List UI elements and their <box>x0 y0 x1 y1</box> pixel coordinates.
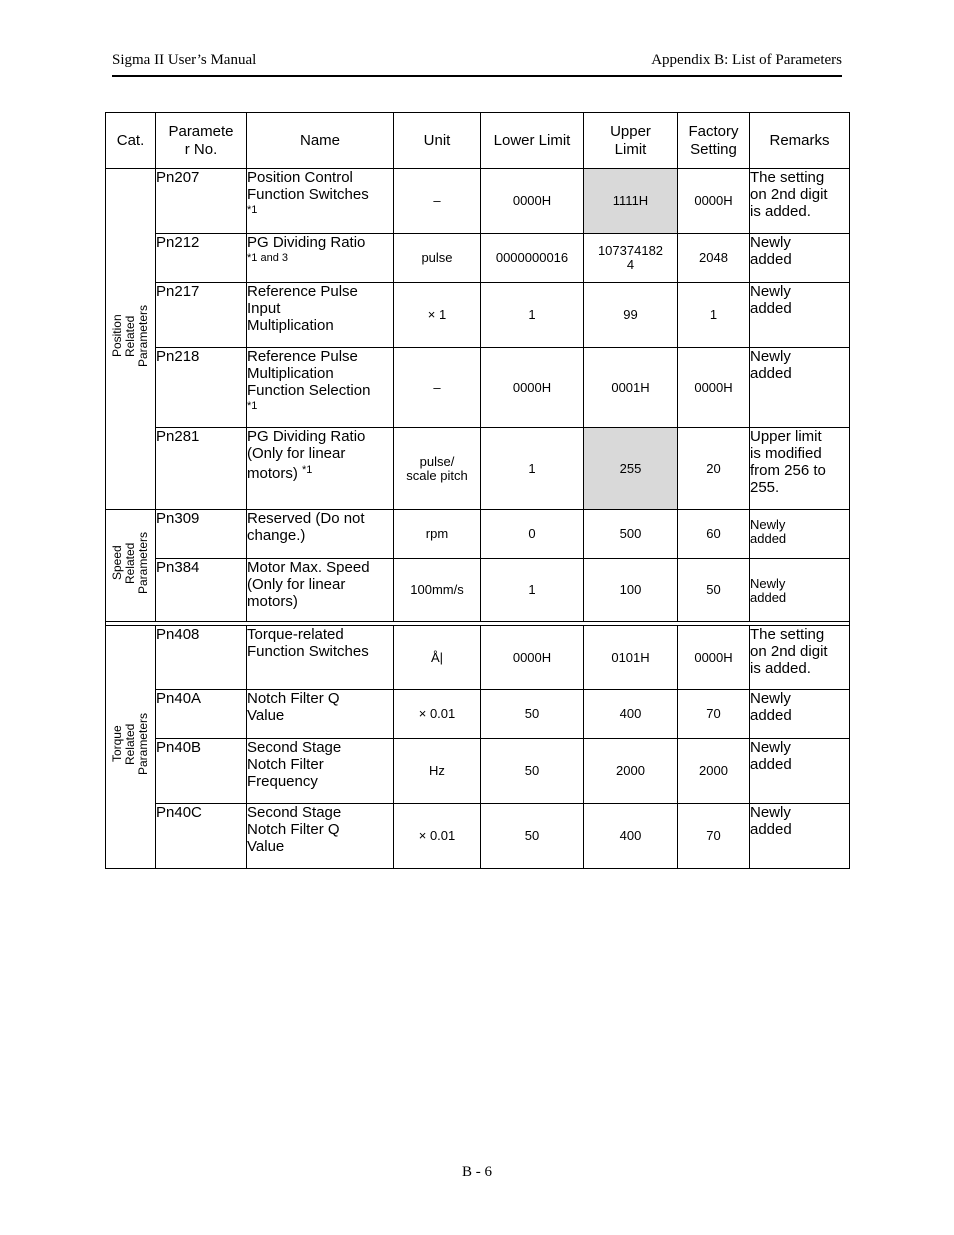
param-note: *1 <box>247 400 258 412</box>
param-name: Notch Filter Q Value <box>247 690 340 724</box>
param-unit: – <box>394 348 481 428</box>
param-name-cell <box>247 510 394 559</box>
param-lower-limit: 50 <box>481 690 584 739</box>
param-name-cell <box>247 283 394 348</box>
param-name-cell <box>247 804 394 869</box>
param-remarks: Newly added <box>750 559 850 622</box>
col-header-lower-limit: Lower Limit <box>481 113 584 169</box>
param-no: Pn281 <box>156 428 247 510</box>
param-lower-limit: 0000000016 <box>481 234 584 283</box>
param-lower-limit: 50 <box>481 739 584 804</box>
table-row <box>106 804 850 869</box>
param-upper-limit: 1111H <box>584 169 678 234</box>
col-header-unit: Unit <box>394 113 481 169</box>
param-name: Second Stage Notch Filter Q Value <box>247 804 342 855</box>
param-lower-limit: 0 <box>481 510 584 559</box>
col-header-cat: Cat. <box>106 113 156 169</box>
param-name-cell <box>247 690 394 739</box>
table-row <box>106 283 850 348</box>
param-name-cell <box>247 234 394 283</box>
param-no: Pn212 <box>156 234 247 283</box>
param-unit: × 1 <box>394 283 481 348</box>
table-row <box>106 428 850 510</box>
param-unit: – <box>394 169 481 234</box>
parameters-table <box>105 112 850 869</box>
col-header-param-no: Paramete r No. <box>156 113 247 169</box>
param-note: *1 <box>302 464 313 476</box>
param-lower-limit: 1 <box>481 559 584 622</box>
param-lower-limit: 1 <box>481 283 584 348</box>
param-factory-setting: 2048 <box>678 234 750 283</box>
param-factory-setting: 70 <box>678 690 750 739</box>
param-remarks: Newly added <box>750 234 850 283</box>
param-no: Pn408 <box>156 626 247 690</box>
table-row <box>106 626 850 690</box>
param-upper-limit: 0101H <box>584 626 678 690</box>
param-factory-setting: 70 <box>678 804 750 869</box>
param-no: Pn217 <box>156 283 247 348</box>
table-row <box>106 348 850 428</box>
param-lower-limit: 0000H <box>481 348 584 428</box>
param-unit: × 0.01 <box>394 690 481 739</box>
param-name-cell <box>247 428 394 510</box>
col-header-factory-setting: Factory Setting <box>678 113 750 169</box>
table-row <box>106 690 850 739</box>
category-speed <box>106 510 156 622</box>
param-factory-setting: 2000 <box>678 739 750 804</box>
param-note: *1 and 3 <box>247 252 288 264</box>
param-factory-setting: 0000H <box>678 348 750 428</box>
category-position <box>106 169 156 510</box>
param-unit: 100mm/s <box>394 559 481 622</box>
manual-title: Sigma II User’s Manual <box>112 52 257 68</box>
param-factory-setting: 50 <box>678 559 750 622</box>
param-unit: pulse <box>394 234 481 283</box>
param-lower-limit: 50 <box>481 804 584 869</box>
param-name-cell <box>247 559 394 622</box>
param-unit: pulse/ scale pitch <box>394 428 481 510</box>
param-name-cell <box>247 169 394 234</box>
param-name-cell <box>247 626 394 690</box>
param-remarks: The setting on 2nd digit is added. <box>750 169 850 234</box>
param-factory-setting: 20 <box>678 428 750 510</box>
param-remarks: Newly added <box>750 739 850 804</box>
param-no: Pn40C <box>156 804 247 869</box>
param-factory-setting: 60 <box>678 510 750 559</box>
param-name: Reference Pulse Input Multiplication <box>247 283 358 334</box>
param-unit: Hz <box>394 739 481 804</box>
param-lower-limit: 0000H <box>481 169 584 234</box>
param-remarks: The setting on 2nd digit is added. <box>750 626 850 690</box>
param-remarks: Newly added <box>750 690 850 739</box>
param-name: Motor Max. Speed (Only for linear motors) <box>247 559 370 610</box>
category-label: Torque Related Parameters <box>110 713 150 776</box>
param-no: Pn40B <box>156 739 247 804</box>
col-header-name: Name <box>247 113 394 169</box>
category-torque <box>106 626 156 869</box>
param-upper-limit: 107374182 4 <box>584 234 678 283</box>
param-no: Pn384 <box>156 559 247 622</box>
param-upper-limit: 500 <box>584 510 678 559</box>
param-remarks: Upper limit is modified from 256 to 255. <box>750 428 850 510</box>
page-header <box>112 51 842 77</box>
param-note: *1 <box>247 204 258 216</box>
param-factory-setting: 0000H <box>678 626 750 690</box>
param-name-cell <box>247 739 394 804</box>
param-name-cell <box>247 348 394 428</box>
param-upper-limit: 400 <box>584 690 678 739</box>
param-remarks: Newly added <box>750 348 850 428</box>
param-unit: × 0.01 <box>394 804 481 869</box>
param-upper-limit: 255 <box>584 428 678 510</box>
param-remarks: Newly added <box>750 510 850 559</box>
param-lower-limit: 1 <box>481 428 584 510</box>
param-no: Pn309 <box>156 510 247 559</box>
param-upper-limit: 100 <box>584 559 678 622</box>
param-no: Pn218 <box>156 348 247 428</box>
param-remarks: Newly added <box>750 283 850 348</box>
param-name: Reference Pulse Multiplication Function Selection <box>247 348 371 399</box>
category-label: Speed Related Parameters <box>110 531 150 595</box>
table-row <box>106 510 850 559</box>
table-row <box>106 234 850 283</box>
param-name: Position Control Function Switches <box>247 169 369 203</box>
param-upper-limit: 0001H <box>584 348 678 428</box>
param-unit: Å| <box>394 626 481 690</box>
param-lower-limit: 0000H <box>481 626 584 690</box>
param-no: Pn207 <box>156 169 247 234</box>
param-upper-limit: 2000 <box>584 739 678 804</box>
table-row <box>106 739 850 804</box>
param-name: Reserved (Do not change.) <box>247 510 365 544</box>
param-factory-setting: 0000H <box>678 169 750 234</box>
param-upper-limit: 99 <box>584 283 678 348</box>
param-no: Pn40A <box>156 690 247 739</box>
param-name: Torque-related Function Switches <box>247 626 369 660</box>
param-unit: rpm <box>394 510 481 559</box>
param-remarks: Newly added <box>750 804 850 869</box>
table-row <box>106 169 850 234</box>
category-label: Position Related Parameters <box>110 305 150 368</box>
param-factory-setting: 1 <box>678 283 750 348</box>
section-title: Appendix B: List of Parameters <box>651 52 842 68</box>
table-row <box>106 559 850 622</box>
param-name: PG Dividing Ratio (Only for linear motors) <box>247 428 366 482</box>
page-number: B - 6 <box>462 1164 492 1180</box>
table-header-row <box>106 113 850 169</box>
col-header-remarks: Remarks <box>750 113 850 169</box>
param-name: Second Stage Notch Filter Frequency <box>247 739 342 790</box>
col-header-upper-limit: Upper Limit <box>584 113 678 169</box>
param-name: PG Dividing Ratio <box>247 234 366 251</box>
param-upper-limit: 400 <box>584 804 678 869</box>
